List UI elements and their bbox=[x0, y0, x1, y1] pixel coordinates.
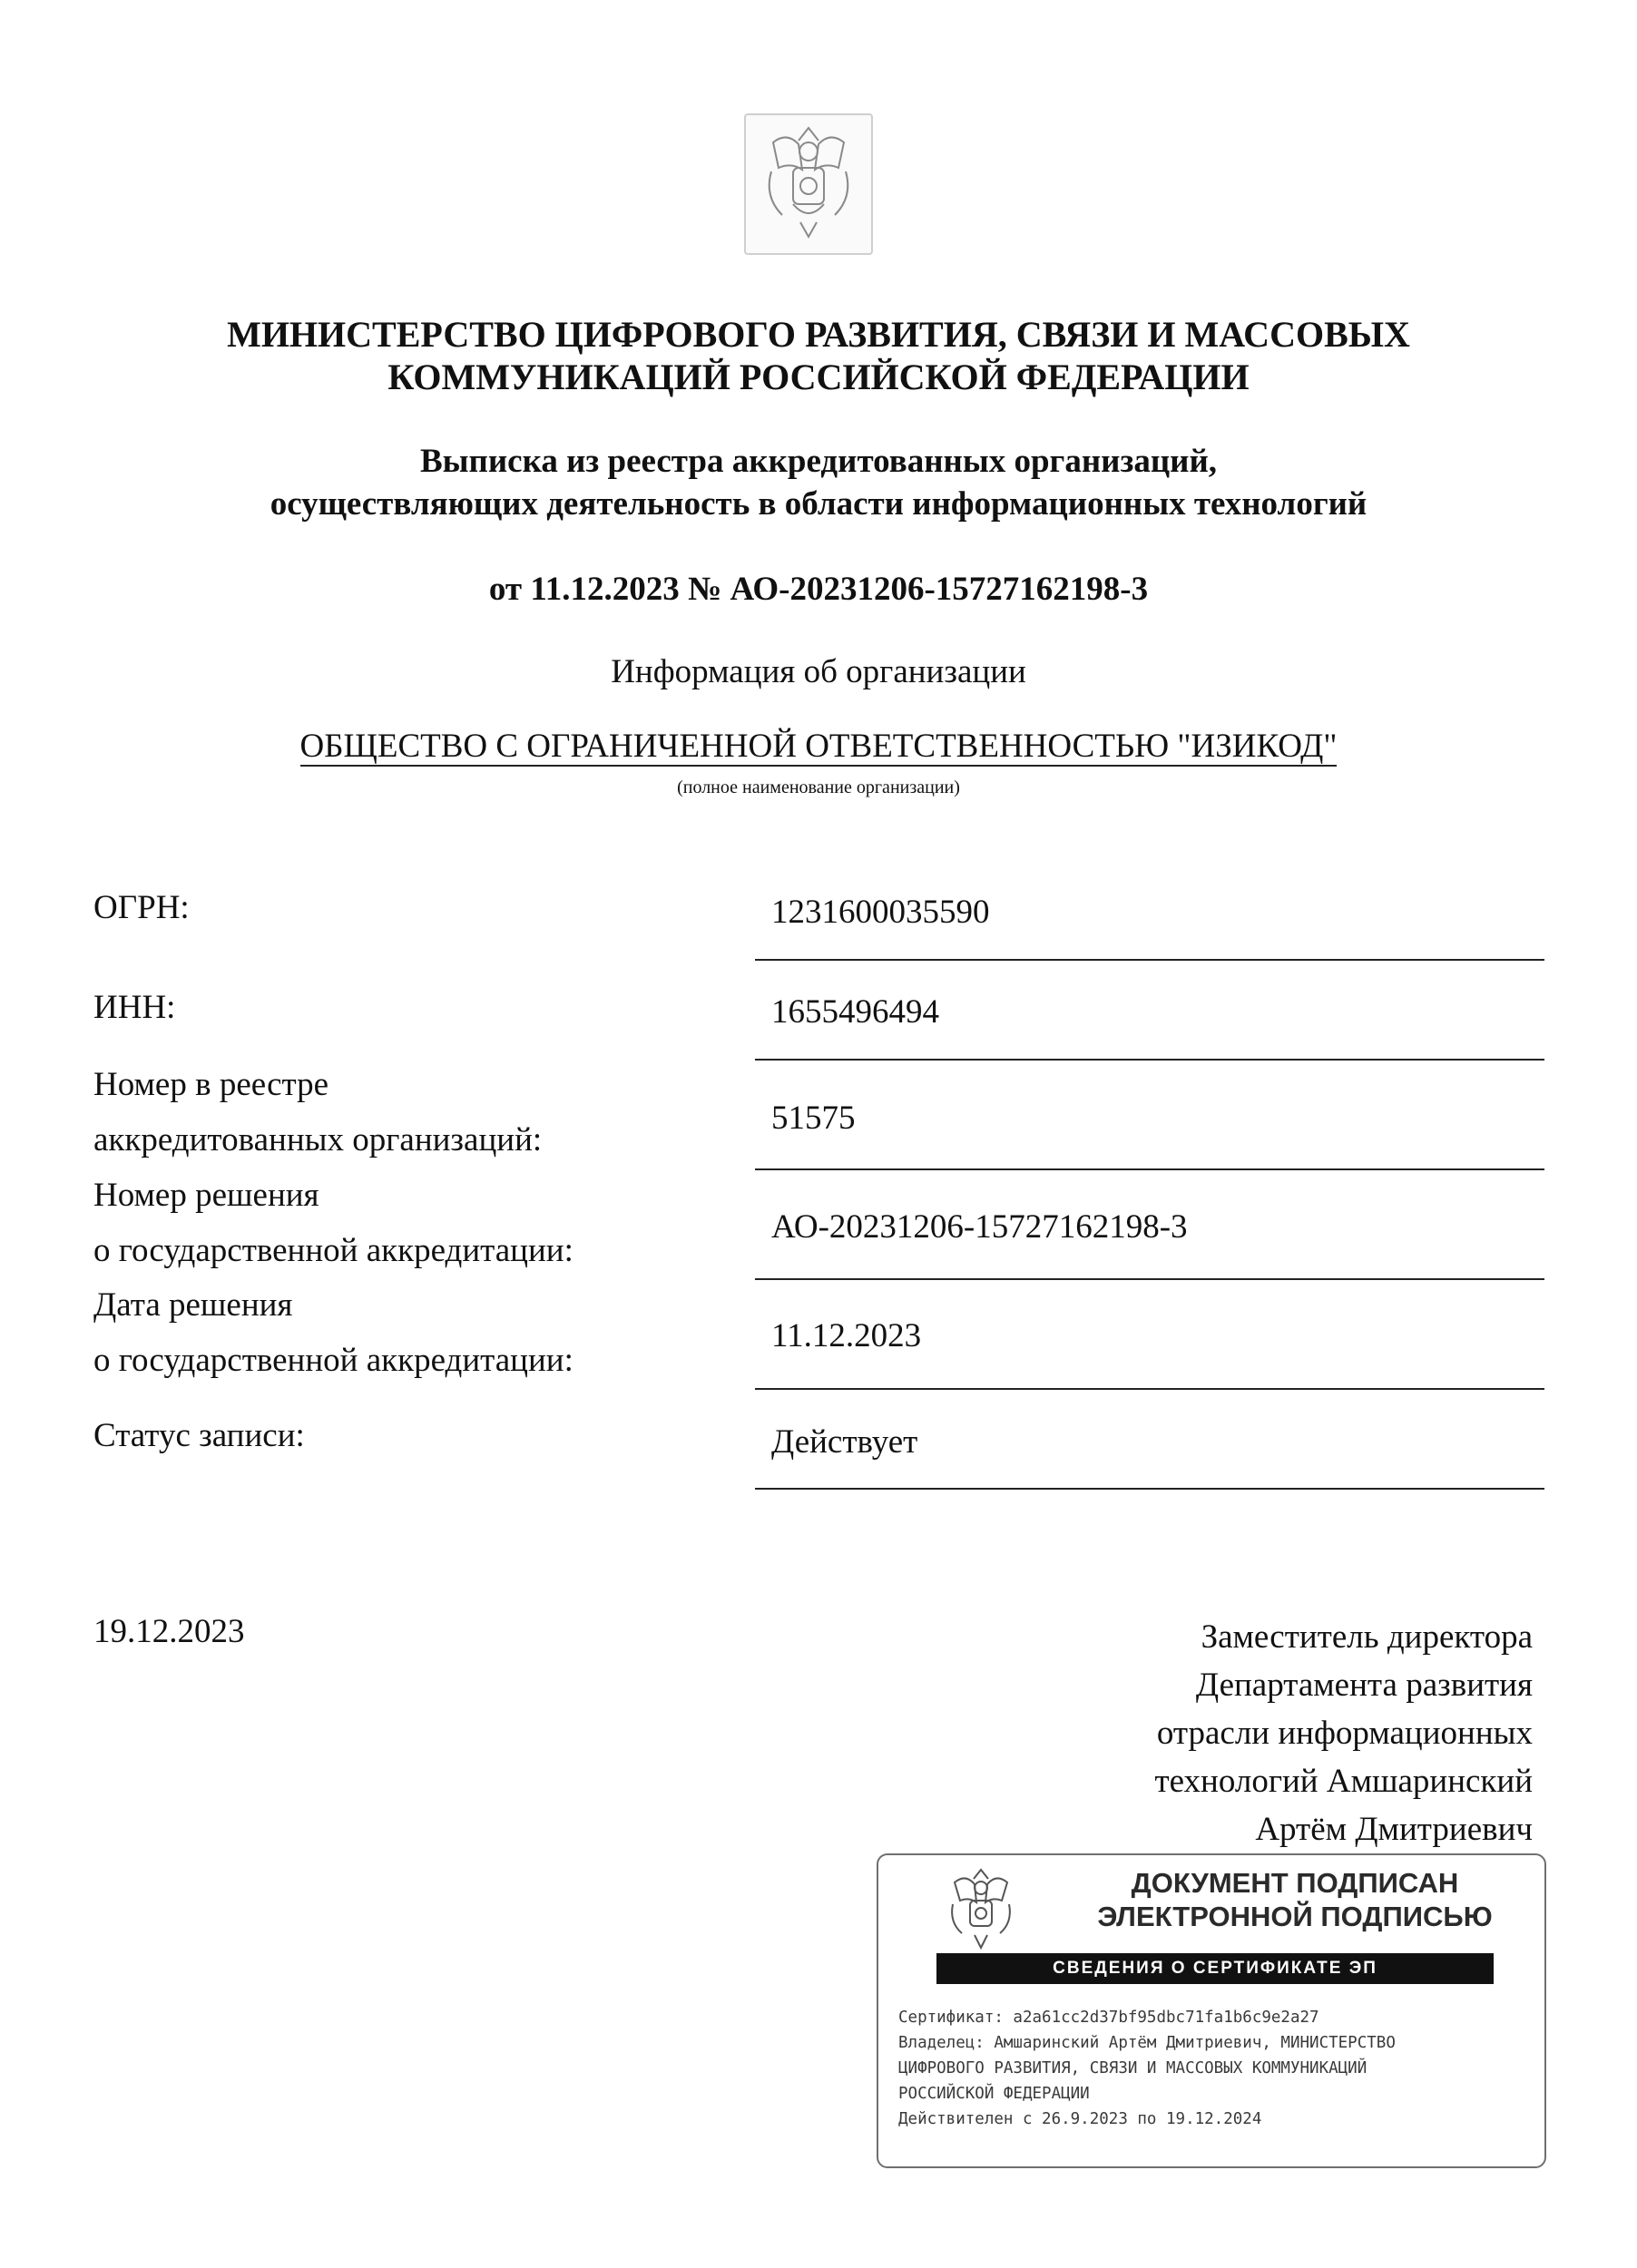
stamp-title-line: ЭЛЕКТРОННОЙ ПОДПИСЬЮ bbox=[1097, 1901, 1493, 1932]
electronic-signature-stamp bbox=[877, 1853, 1546, 2168]
organization-name-note: (полное наименование организации) bbox=[677, 777, 960, 797]
signer-line: Артём Дмитриевич bbox=[1255, 1811, 1533, 1848]
field-label-decision-number bbox=[93, 1168, 573, 1278]
signer-block bbox=[1154, 1613, 1533, 1853]
field-label-line: о государственной аккредитации: bbox=[93, 1232, 573, 1269]
organization-name-text: ОБЩЕСТВО С ОГРАНИЧЕННОЙ ОТВЕТСТВЕННОСТЬЮ "ИЗИКОД" bbox=[299, 728, 1338, 765]
field-label-line: Номер решения bbox=[93, 1177, 319, 1214]
field-value-decision-number: АО-20231206-15727162198-3 bbox=[771, 1208, 1188, 1246]
field-value-decision-date: 11.12.2023 bbox=[771, 1317, 922, 1354]
coat-of-arms-icon bbox=[744, 113, 873, 255]
field-label-status bbox=[93, 1408, 305, 1463]
field-label-inn bbox=[93, 980, 175, 1035]
certificate-owner-line: ЦИФРОВОГО РАЗВИТИЯ, СВЯЗИ И МАССОВЫХ КОММУНИКАЦИЙ bbox=[898, 2059, 1367, 2077]
field-label-line: аккредитованных организаций: bbox=[93, 1121, 543, 1158]
field-underline bbox=[755, 1488, 1544, 1490]
field-value-registry-number: 51575 bbox=[771, 1100, 856, 1137]
section-title: Информация об организации bbox=[611, 653, 1026, 690]
stamp-title bbox=[878, 1866, 1548, 1933]
extract-title bbox=[0, 440, 1637, 525]
field-label-line: Дата решения bbox=[93, 1286, 293, 1324]
field-label-line: ОГРН: bbox=[93, 889, 190, 926]
signer-line: Заместитель директора bbox=[1201, 1618, 1533, 1656]
field-underline bbox=[755, 1388, 1544, 1390]
field-underline bbox=[755, 1059, 1544, 1061]
signer-line: Департамента развития bbox=[1195, 1667, 1533, 1704]
ministry-title bbox=[0, 313, 1637, 398]
field-underline bbox=[755, 1168, 1544, 1170]
field-label-ogrn bbox=[93, 880, 190, 935]
field-label-decision-date bbox=[93, 1277, 573, 1388]
field-label-line: Номер в реестре bbox=[93, 1066, 329, 1103]
certificate-validity: Действителен с 26.9.2023 по 19.12.2024 bbox=[898, 2110, 1262, 2128]
signer-line: отрасли информационных bbox=[1156, 1715, 1533, 1752]
certificate-id: Сертификат: a2a61cc2d37bf95dbc71fa1b6c9e2a27 bbox=[898, 2009, 1319, 2027]
certificate-owner-line: РОССИЙСКОЙ ФЕДЕРАЦИИ bbox=[898, 2085, 1090, 2103]
certificate-owner-line: Владелец: Амшаринский Артём Дмитриевич, МИНИСТЕРСТВО bbox=[898, 2034, 1396, 2052]
signer-line: технологий Амшаринский bbox=[1154, 1763, 1533, 1800]
ministry-title-line: МИНИСТЕРСТВО ЦИФРОВОГО РАЗВИТИЯ, СВЯЗИ И МАССОВЫХ bbox=[227, 314, 1410, 355]
certificate-details bbox=[898, 2005, 1524, 2132]
field-label-registry-number bbox=[93, 1057, 542, 1168]
stamp-title-line: ДОКУМЕНТ ПОДПИСАН bbox=[1131, 1867, 1459, 1899]
field-value-inn: 1655496494 bbox=[771, 993, 939, 1031]
document-number: от 11.12.2023 № АО-20231206-15727162198-3 bbox=[488, 571, 1149, 608]
field-underline bbox=[755, 1278, 1544, 1280]
extract-title-line: осуществляющих деятельность в области информационных технологий bbox=[270, 485, 1367, 523]
certificate-info-bar: СВЕДЕНИЯ О СЕРТИФИКАТЕ ЭП bbox=[936, 1953, 1494, 1984]
field-value-ogrn: 1231600035590 bbox=[771, 894, 990, 931]
extract-title-line: Выписка из реестра аккредитованных организаций, bbox=[419, 443, 1218, 480]
field-label-line: Статус записи: bbox=[93, 1417, 305, 1454]
organization-name bbox=[0, 726, 1637, 767]
field-underline bbox=[755, 959, 1544, 961]
ministry-title-line: КОММУНИКАЦИЙ РОССИЙСКОЙ ФЕДЕРАЦИИ bbox=[387, 357, 1250, 397]
issue-date: 19.12.2023 bbox=[93, 1613, 245, 1650]
field-value-status: Действует bbox=[771, 1423, 918, 1461]
field-label-line: о государственной аккредитации: bbox=[93, 1342, 573, 1379]
field-label-line: ИНН: bbox=[93, 989, 176, 1026]
